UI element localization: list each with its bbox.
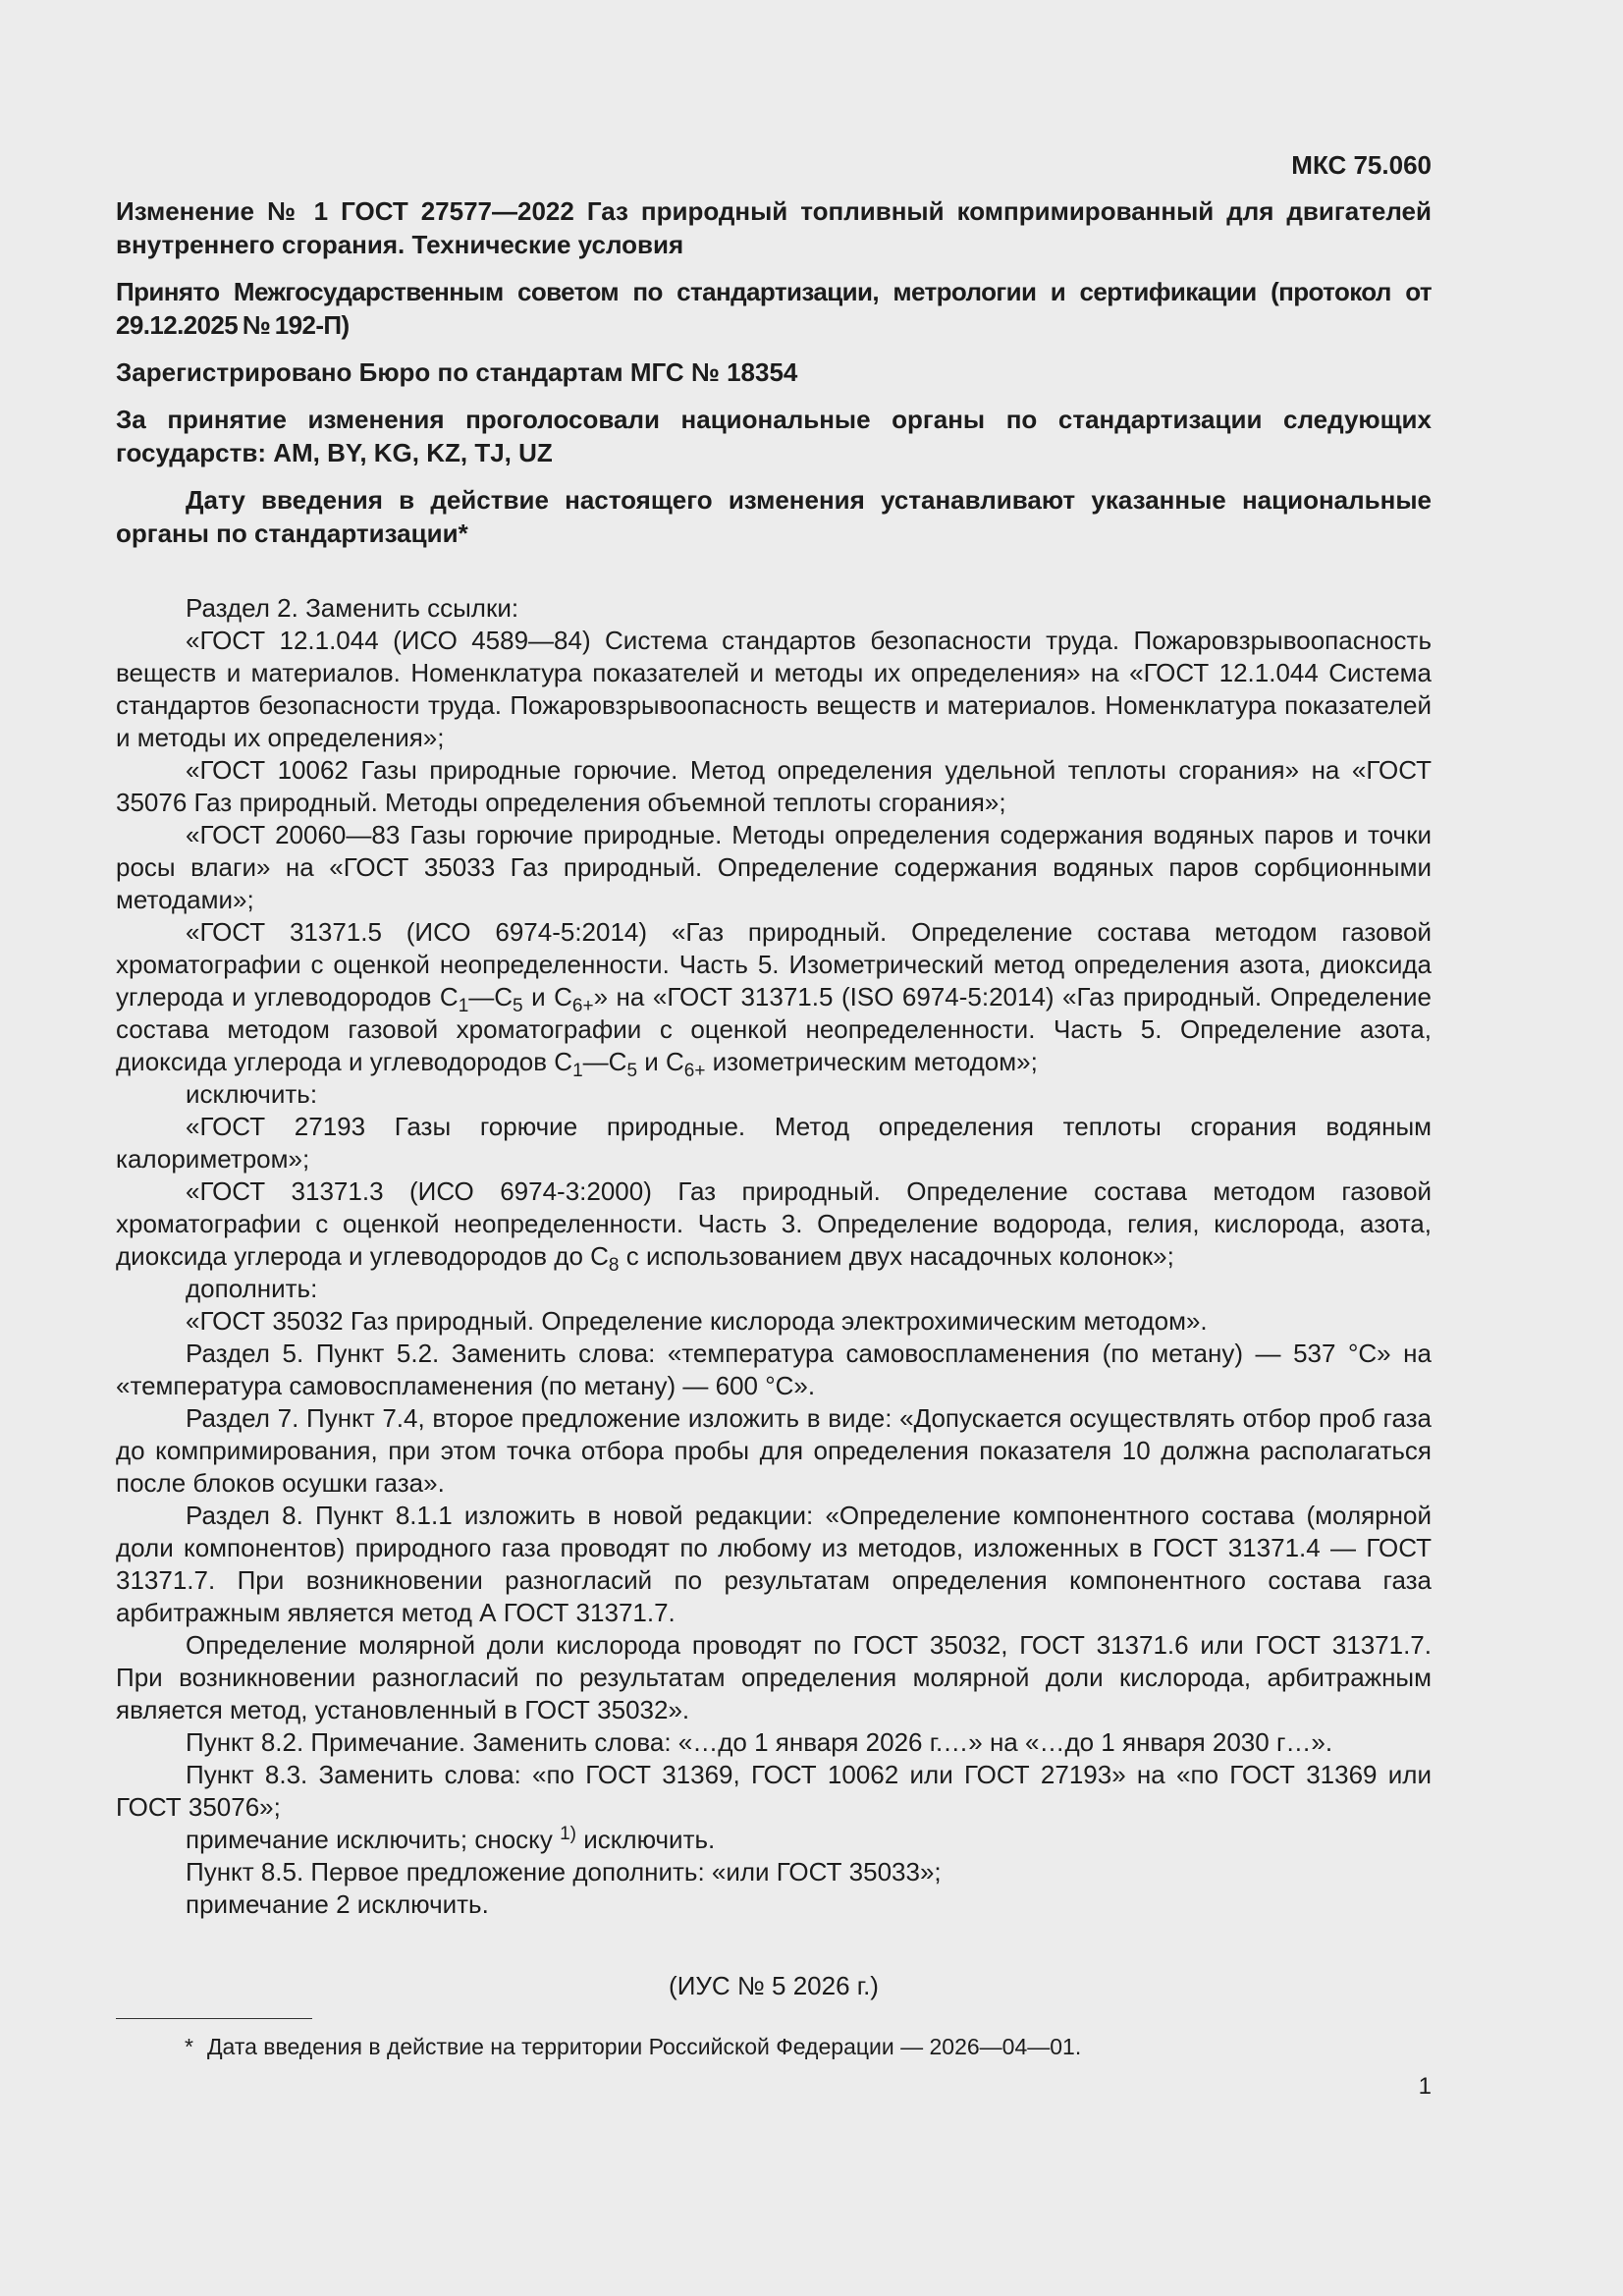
body-paragraph: исключить: xyxy=(186,1079,318,1109)
footnote xyxy=(185,2032,1081,2061)
body-paragraph: «ГОСТ 27193 Газы горючие природные. Метод определения теплоты сгорания водяным калориметром»; xyxy=(116,1112,1432,1174)
body-paragraph: Раздел 7. Пункт 7.4, второе предложение изложить в виде: «Допускается осуществлять отбор проб газа до компримирования, при этом точка отбора пробы для определения показателя 10 должна располагаться после блоков осушки газа». xyxy=(116,1403,1432,1498)
footnote-divider xyxy=(116,2018,312,2019)
body-paragraph: примечание 2 исключить. xyxy=(186,1889,489,1919)
registration-statement: Зарегистрировано Бюро по стандартам МГС № 18354 xyxy=(116,357,798,387)
body-paragraph: Раздел 5. Пункт 5.2. Заменить слова: «температура самовоспламенения (по метану) — 537 °С» на «температура самовоспламенения (по метану) — 600 °С». xyxy=(116,1339,1432,1400)
amendment-body xyxy=(116,592,1432,1921)
body-paragraph: «ГОСТ 31371.3 (ИСО 6974-3:2000) Газ природный. Определение состава методом газовой хроматографии с оценкой неопределенности. Часть 3. Определение водорода, гелия, кислорода, азота, диоксида углерода и углеводородов до $C_8$ с использованием двух насадочных колонок»; xyxy=(116,1176,1432,1276)
amendment-header xyxy=(116,194,1432,564)
body-paragraph: «ГОСТ 35032 Газ природный. Определение кислорода электрохимическим методом». xyxy=(186,1306,1208,1336)
body-paragraph: дополнить: xyxy=(186,1274,318,1303)
body-paragraph: Пункт 8.5. Первое предложение дополнить: «или ГОСТ 35033»; xyxy=(186,1857,942,1886)
adoption-statement: Принято Межгосударственным советом по стандартизации, метрологии и сертификации (протокол от 29.12.2025 № 192-П) xyxy=(116,277,1432,340)
body-paragraph: «ГОСТ 31371.5 (ИСО 6974-5:2014) «Газ природный. Определение состава методом газовой хроматографии с оценкой неопределенности. Часть 5. Изометрический метод определения азота, диоксида углерода и углеводородов $C_1—C_5$ и $C_{6+}$» на «ГОСТ 31371.5 (ISO 6974-5:2014) «Газ природный. Определение состава методом газовой хроматографии с оценкой неопределенности. Часть 5. Определение азота, диоксида углерода и углеводородов $C_1—C_5$ и $C_{6+}$ изометрическим методом»; xyxy=(116,917,1432,1081)
body-paragraph: «ГОСТ 10062 Газы природные горючие. Метод определения удельной теплоты сгорания» на «ГОСТ 35076 Газ природный. Методы определения объемной теплоты сгорания»; xyxy=(116,755,1432,817)
body-paragraph: «ГОСТ 20060—83 Газы горючие природные. Методы определения содержания водяных паров и точки росы влаги» на «ГОСТ 35033 Газ природный. Определение содержания водяных паров сорбционными методами»; xyxy=(116,820,1432,914)
body-paragraph: Раздел 2. Заменить ссылки: xyxy=(186,593,519,623)
ius-reference: (ИУС № 5 2026 г.) xyxy=(669,1971,879,2000)
footnote-text: Дата введения в действие на территории Российской Федерации — 2026—04—01. xyxy=(206,2034,1082,2059)
effective-date-statement: Дату введения в действие настоящего изменения устанавливают указанные национальные органы по стандартизации* xyxy=(116,485,1432,548)
body-paragraph: Определение молярной доли кислорода проводят по ГОСТ 35032, ГОСТ 31371.6 или ГОСТ 31371.7. При возникновении разногласий по результатам определения молярной доли кислорода, арбитражным является метод, установленный в ГОСТ 35032». xyxy=(116,1630,1432,1724)
footnote-marker: * xyxy=(185,2034,193,2059)
classification-code: МКС 75.060 xyxy=(1291,150,1432,180)
body-paragraph: Раздел 8. Пункт 8.1.1 изложить в новой редакции: «Определение компонентного состава (молярной доли компонентов) природного газа проводят по любому из методов, изложенных в ГОСТ 31371.4 — ГОСТ 31371.7. При возникновении разногласий по результатам определения компонентного состава газа арбитражным является метод А ГОСТ 31371.7. xyxy=(116,1501,1432,1627)
amendment-title: Изменение № 1 ГОСТ 27577—2022 Газ природный топливный компримированный для двигателей внутреннего сгорания. Технические условия xyxy=(116,196,1432,259)
voting-statement: За принятие изменения проголосовали национальные органы по стандартизации следующих государств: AM, BY, KG, KZ, TJ, UZ xyxy=(116,405,1432,467)
body-paragraph: «ГОСТ 12.1.044 (ИСО 4589—84) Система стандартов безопасности труда. Пожаровзрывоопасность веществ и материалов. Номенклатура показателей и методы их определения» на «ГОСТ 12.1.044 Система стандартов безопасности труда. Пожаровзрывоопасность веществ и материалов. Номенклатура показателей и методы их определения»; xyxy=(116,626,1432,752)
body-paragraph: Пункт 8.2. Примечание. Заменить слова: «…до 1 января 2026 г.…» на «…до 1 января 2030 г…». xyxy=(186,1727,1333,1757)
body-paragraph: примечание исключить; сноску $^{1)}$ исключить. xyxy=(186,1824,716,1854)
body-paragraph: Пункт 8.3. Заменить слова: «по ГОСТ 31369, ГОСТ 10062 или ГОСТ 27193» на «по ГОСТ 31369 или ГОСТ 35076»; xyxy=(116,1760,1432,1822)
page-number: 1 xyxy=(1418,2073,1432,2100)
